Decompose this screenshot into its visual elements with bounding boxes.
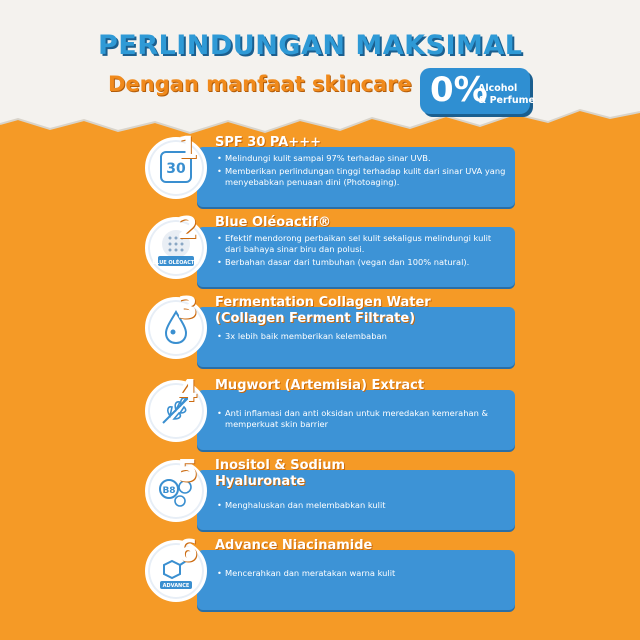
feature-card-blue-oleoactif — [145, 211, 515, 289]
bullet-item: • 3x lebih baik memberikan kelembaban — [217, 331, 507, 342]
bullet-list — [217, 408, 507, 432]
bullet-list — [217, 331, 507, 344]
card-number: 3 — [177, 291, 198, 326]
oleoactif-icon-text: BLUE OLÉOACTIF — [152, 260, 200, 266]
zero-alcohol-badge — [420, 68, 535, 114]
bullet-item: • Berbahan dasar dari tumbuhan (vegan dan 100% natural). — [217, 257, 507, 268]
bullet-item: • Memberikan perlindungan tinggi terhadap kulit dari sinar UVA yang menyebabkan penuaan dini (Photoaging). — [217, 166, 507, 188]
paper-header-background — [0, 0, 640, 140]
bullet-list — [217, 568, 507, 581]
feature-card-inositol — [145, 454, 515, 532]
page-subtitle: Dengan manfaat skincare — [108, 72, 412, 96]
feature-card-spf — [145, 131, 515, 209]
card-heading: Mugwort (Artemisia) Extract — [215, 378, 425, 393]
card-heading: SPF 30 PA+++ — [215, 135, 321, 150]
molecule-icon-text: B8 — [162, 486, 176, 496]
bullet-item: • Melindungi kulit sampai 97% terhadap sinar UVB. — [217, 153, 507, 164]
feature-card-mugwort — [145, 374, 515, 452]
badge-number: 0% — [430, 70, 488, 110]
card-number: 4 — [177, 374, 198, 409]
card-heading: Advance Niacinamide — [215, 538, 373, 553]
card-heading: Blue Oléoactif® — [215, 215, 332, 230]
feature-card-collagen-water — [145, 291, 515, 369]
card-heading: Inositol & Sodium — [215, 458, 346, 473]
bullet-list — [217, 233, 507, 270]
bullet-item: • Efektif mendorong perbaikan sel kulit sekaligus melindungi kulit dari bahaya sinar biru dan polusi. — [217, 233, 507, 255]
card-heading: Fermentation Collagen Water — [215, 295, 431, 310]
badge-label-1: Alcohol — [478, 83, 518, 94]
niacinamide-icon-text: ADVANCE — [162, 583, 190, 589]
card-subheading: Hyaluronate — [215, 474, 306, 489]
card-subheading: (Collagen Ferment Filtrate) — [215, 311, 416, 326]
bullet-list — [217, 500, 507, 513]
spf-icon-text: 30 — [166, 161, 186, 177]
feature-card-niacinamide — [145, 534, 515, 612]
card-number: 1 — [177, 131, 198, 166]
bullet-item: • Mencerahkan dan meratakan warna kulit — [217, 568, 507, 579]
bullet-item: • Menghaluskan dan melembabkan kulit — [217, 500, 507, 511]
page-title: PERLINDUNGAN MAKSIMAL — [98, 30, 523, 61]
card-number: 2 — [177, 211, 198, 246]
card-number: 6 — [177, 534, 198, 569]
badge-label-2: & Perfume — [478, 95, 535, 106]
card-number: 5 — [177, 454, 198, 489]
bullet-list — [217, 153, 507, 190]
bullet-item: • Anti inflamasi dan anti oksidan untuk meredakan kemerahan & memperkuat skin barrier — [217, 408, 507, 430]
